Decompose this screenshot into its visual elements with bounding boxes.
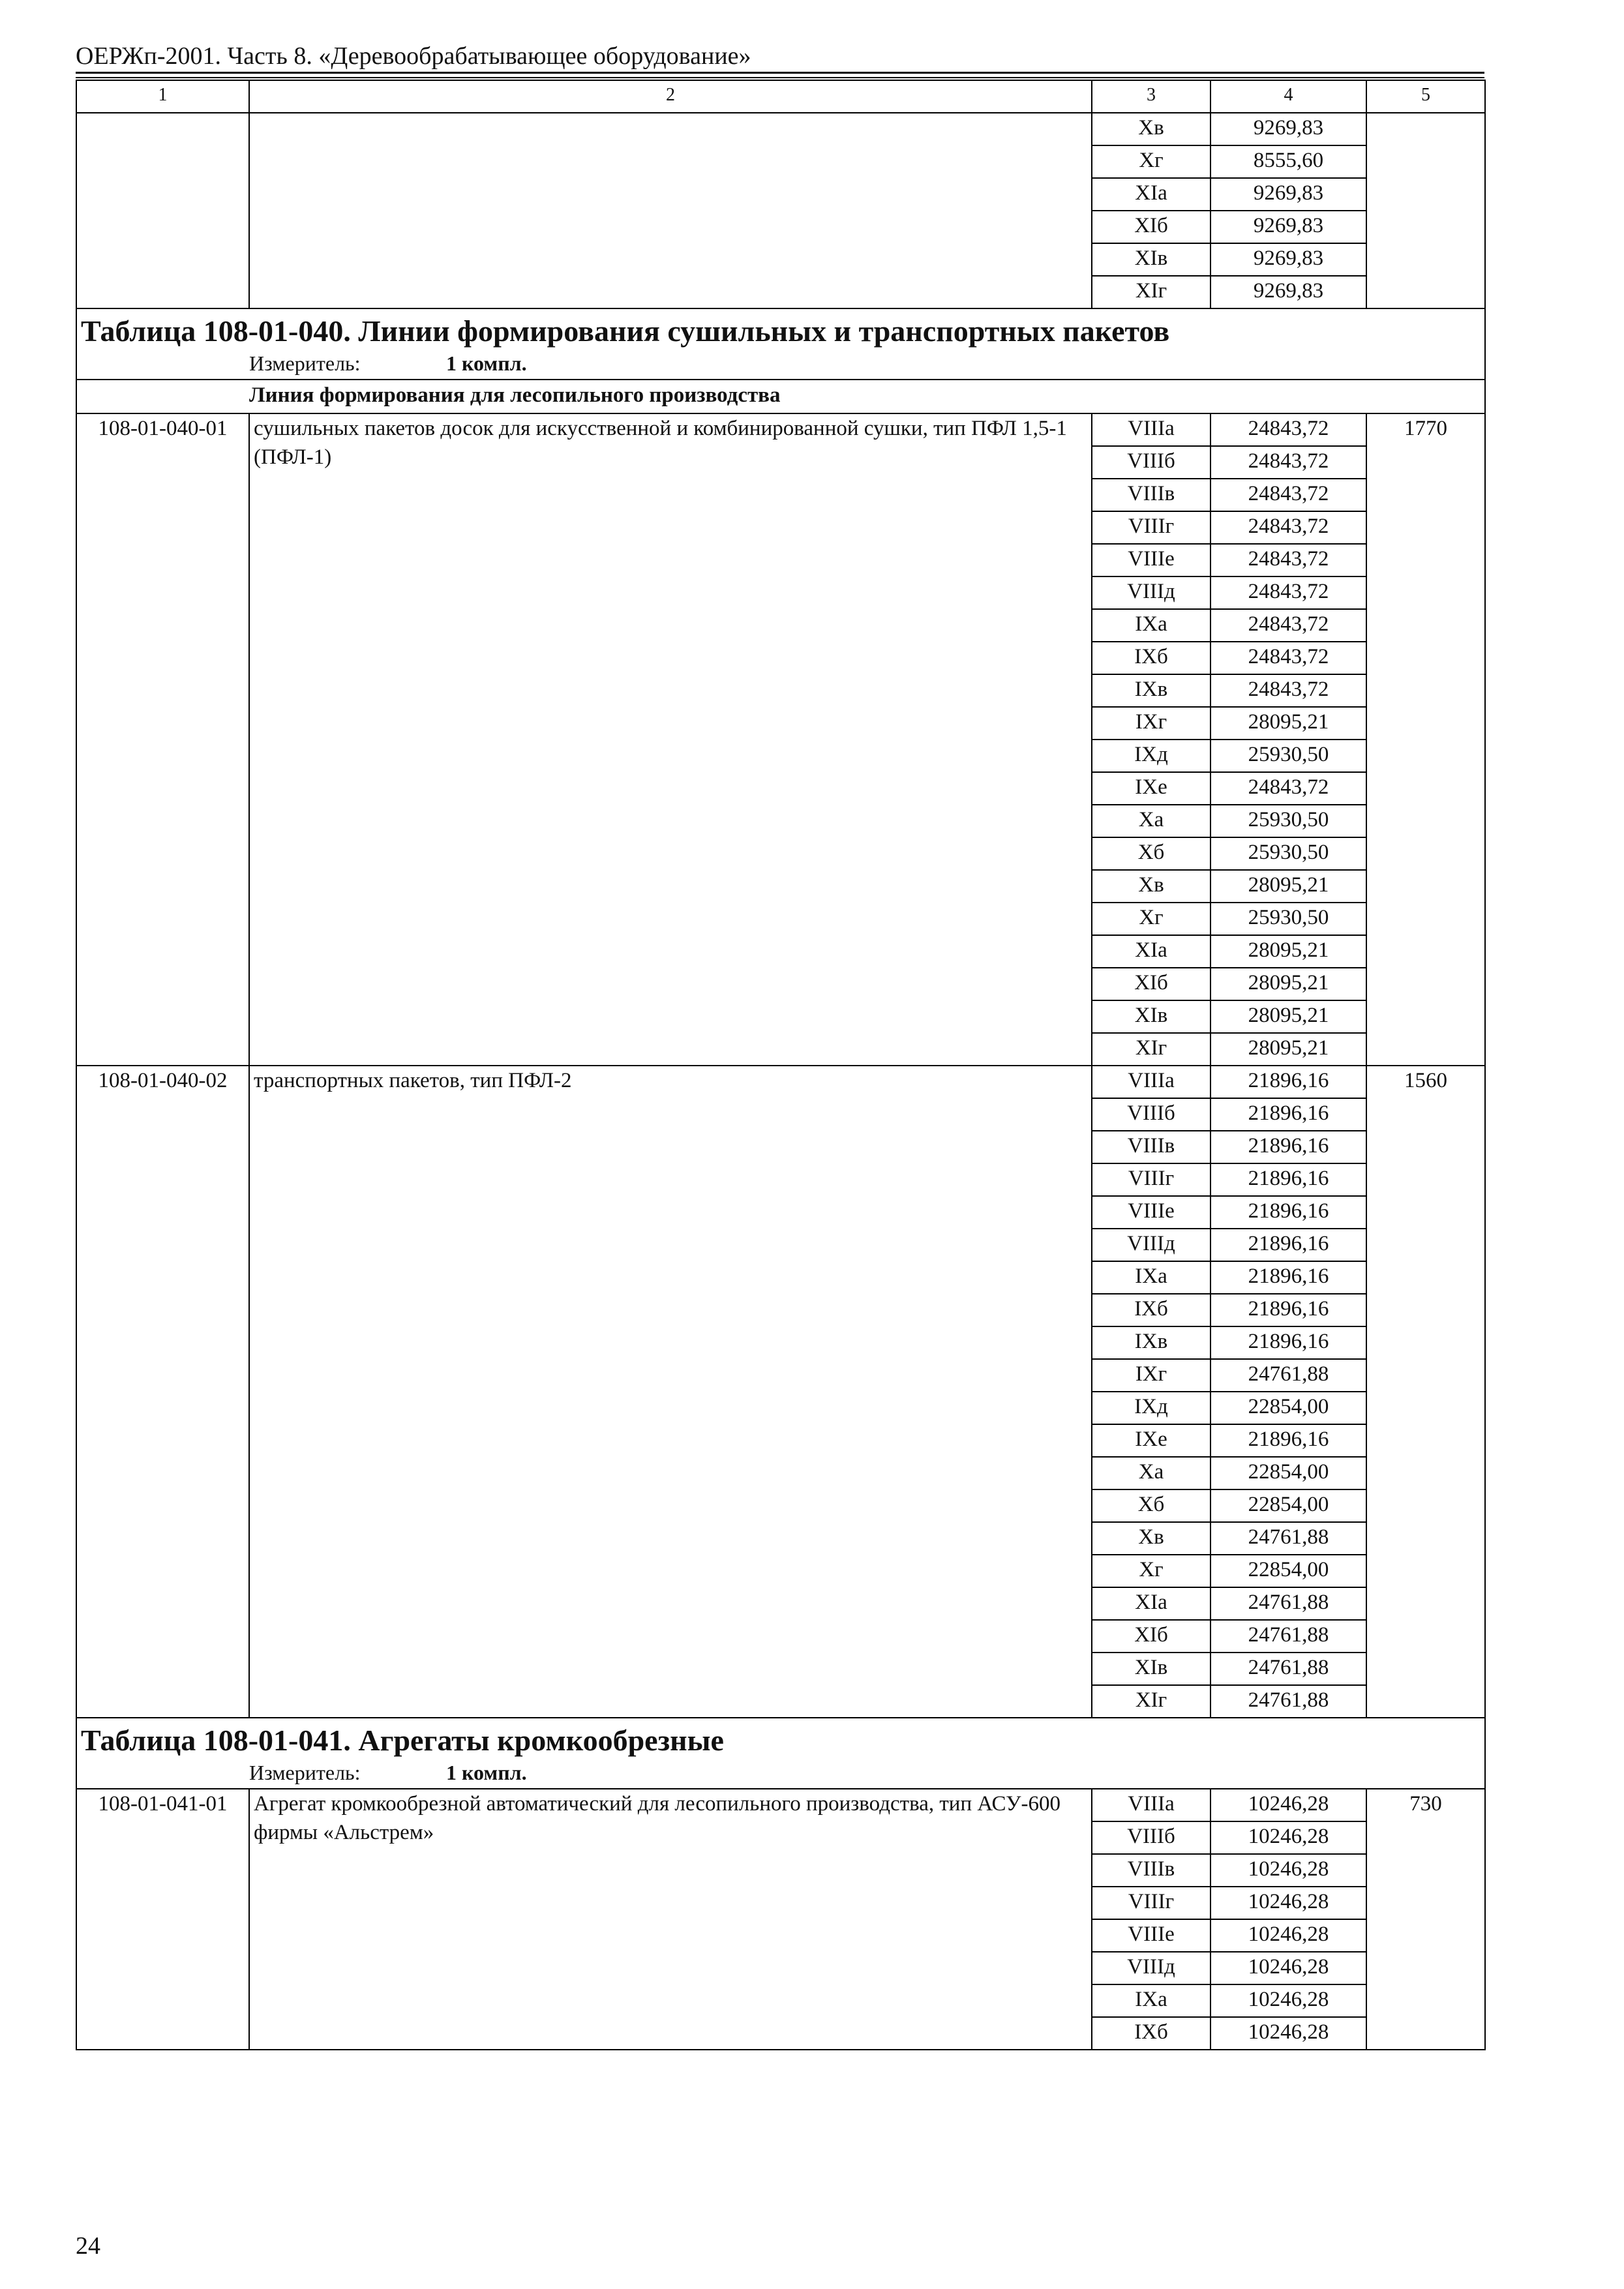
zone-code: VIIIг: [1092, 511, 1210, 544]
zone-code: Хв: [1092, 1522, 1210, 1555]
zone-code: IХг: [1092, 707, 1210, 740]
item-mass: 730: [1366, 1789, 1485, 2050]
price-value: 28095,21: [1210, 968, 1366, 1000]
price-value: 10246,28: [1210, 1854, 1366, 1887]
zone-code: ХIб: [1092, 211, 1210, 243]
zone-code: IХа: [1092, 1261, 1210, 1294]
zone-code: ХIг: [1092, 276, 1210, 308]
price-value: 9269,83: [1210, 243, 1366, 276]
zone-code: VIIIб: [1092, 1821, 1210, 1854]
price-value: 24843,72: [1210, 772, 1366, 805]
item-name: Агрегат кромкообрезной автоматический для лесопильного производства, тип АСУ-600 фирмы «Альстрем»: [249, 1789, 1092, 2050]
zone-code: Хв: [1092, 113, 1210, 145]
column-number: 2: [249, 80, 1092, 113]
zone-code: Ха: [1092, 1457, 1210, 1489]
measure-label: Измеритель:: [249, 352, 361, 375]
table-row: [76, 1066, 1485, 1098]
price-value: 21896,16: [1210, 1261, 1366, 1294]
table-title-row: [76, 1718, 1485, 1759]
price-value: 9269,83: [1210, 211, 1366, 243]
column-number: 1: [76, 80, 249, 113]
zone-code: ХIв: [1092, 1653, 1210, 1685]
zone-code: ХIв: [1092, 243, 1210, 276]
price-value: 24843,72: [1210, 544, 1366, 576]
price-value: 10246,28: [1210, 1821, 1366, 1854]
measure-cell: [76, 350, 1485, 380]
column-number: 3: [1092, 80, 1210, 113]
zone-code: VIIIе: [1092, 1919, 1210, 1952]
measure-label: Измеритель:: [249, 1761, 361, 1784]
item-code: 108-01-040-01: [76, 413, 249, 1066]
zone-code: Хв: [1092, 870, 1210, 903]
price-value: 24843,72: [1210, 609, 1366, 642]
zone-code: VIIIа: [1092, 413, 1210, 446]
running-header: ОЕРЖп-2001. Часть 8. «Деревообрабатывающее оборудование»: [76, 42, 751, 70]
price-value: 28095,21: [1210, 1033, 1366, 1066]
price-value: 21896,16: [1210, 1196, 1366, 1229]
price-value: 28095,21: [1210, 870, 1366, 903]
item-name: [249, 113, 1092, 308]
price-value: 21896,16: [1210, 1098, 1366, 1131]
price-value: 24761,88: [1210, 1522, 1366, 1555]
zone-code: ХIа: [1092, 935, 1210, 968]
zone-code: IХа: [1092, 1984, 1210, 2017]
zone-code: VIIIг: [1092, 1163, 1210, 1196]
price-value: 21896,16: [1210, 1229, 1366, 1261]
price-value: 21896,16: [1210, 1131, 1366, 1163]
zone-code: VIIIа: [1092, 1066, 1210, 1098]
price-value: 21896,16: [1210, 1424, 1366, 1457]
zone-code: VIIIе: [1092, 1196, 1210, 1229]
price-value: 22854,00: [1210, 1555, 1366, 1587]
zone-code: IХг: [1092, 1359, 1210, 1392]
zone-code: ХIб: [1092, 1620, 1210, 1653]
zone-code: VIIIе: [1092, 544, 1210, 576]
price-value: 21896,16: [1210, 1326, 1366, 1359]
subheading: Линия формирования для лесопильного производства: [76, 380, 1485, 413]
price-value: 24761,88: [1210, 1359, 1366, 1392]
price-value: 28095,21: [1210, 935, 1366, 968]
item-code: 108-01-040-02: [76, 1066, 249, 1718]
item-name: транспортных пакетов, тип ПФЛ-2: [249, 1066, 1092, 1718]
zone-code: VIIIв: [1092, 1854, 1210, 1887]
price-value: 9269,83: [1210, 178, 1366, 211]
table-title: Таблица 108-01-040. Линии формирования сушильных и транспортных пакетов: [76, 308, 1485, 350]
price-value: 28095,21: [1210, 1000, 1366, 1033]
zone-code: Хг: [1092, 1555, 1210, 1587]
measure-value: 1 компл.: [446, 352, 527, 375]
column-number: 4: [1210, 80, 1366, 113]
price-value: 9269,83: [1210, 276, 1366, 308]
zone-code: IХб: [1092, 2017, 1210, 2050]
price-value: 24843,72: [1210, 576, 1366, 609]
price-value: 28095,21: [1210, 707, 1366, 740]
zone-code: ХIг: [1092, 1033, 1210, 1066]
zone-code: ХIб: [1092, 968, 1210, 1000]
table-title: Таблица 108-01-041. Агрегаты кромкообрезные: [76, 1718, 1485, 1759]
measure-row: [76, 350, 1485, 380]
item-mass: 1770: [1366, 413, 1485, 1066]
price-value: 21896,16: [1210, 1163, 1366, 1196]
price-value: 9269,83: [1210, 113, 1366, 145]
price-value: 10246,28: [1210, 1789, 1366, 1821]
price-value: 25930,50: [1210, 837, 1366, 870]
zone-code: VIIIд: [1092, 1952, 1210, 1984]
table-row: [76, 1789, 1485, 1821]
price-table: [76, 80, 1486, 2050]
item-name: сушильных пакетов досок для искусственной и комбинированной сушки, тип ПФЛ 1,5-1 (ПФЛ-1): [249, 413, 1092, 1066]
price-value: 24761,88: [1210, 1685, 1366, 1718]
zone-code: IХд: [1092, 740, 1210, 772]
zone-code: IХе: [1092, 772, 1210, 805]
price-value: 10246,28: [1210, 1887, 1366, 1919]
zone-code: VIIIв: [1092, 1131, 1210, 1163]
zone-code: ХIг: [1092, 1685, 1210, 1718]
measure-cell: [76, 1759, 1485, 1789]
price-value: 24843,72: [1210, 674, 1366, 707]
item-mass: 1560: [1366, 1066, 1485, 1718]
price-value: 24761,88: [1210, 1587, 1366, 1620]
zone-code: IХв: [1092, 1326, 1210, 1359]
price-value: 24761,88: [1210, 1620, 1366, 1653]
price-value: 22854,00: [1210, 1489, 1366, 1522]
zone-code: Хг: [1092, 145, 1210, 178]
zone-code: Ха: [1092, 805, 1210, 837]
zone-code: VIIIг: [1092, 1887, 1210, 1919]
column-number-row: [76, 80, 1485, 113]
zone-code: VIIIв: [1092, 479, 1210, 511]
item-code: 108-01-041-01: [76, 1789, 249, 2050]
price-value: 25930,50: [1210, 903, 1366, 935]
zone-code: Хб: [1092, 837, 1210, 870]
zone-code: IХв: [1092, 674, 1210, 707]
price-value: 22854,00: [1210, 1457, 1366, 1489]
price-value: 10246,28: [1210, 1919, 1366, 1952]
column-number: 5: [1366, 80, 1485, 113]
price-value: 21896,16: [1210, 1294, 1366, 1326]
zone-code: IХб: [1092, 1294, 1210, 1326]
price-value: 24843,72: [1210, 413, 1366, 446]
zone-code: ХIв: [1092, 1000, 1210, 1033]
zone-code: IХа: [1092, 609, 1210, 642]
item-code: [76, 113, 249, 308]
subheading-row: [76, 380, 1485, 413]
price-value: 22854,00: [1210, 1392, 1366, 1424]
header-rule: [76, 72, 1484, 74]
zone-code: IХб: [1092, 642, 1210, 674]
zone-code: VIIIд: [1092, 1229, 1210, 1261]
price-value: 24843,72: [1210, 479, 1366, 511]
zone-code: ХIа: [1092, 178, 1210, 211]
price-value: 24761,88: [1210, 1653, 1366, 1685]
price-value: 21896,16: [1210, 1066, 1366, 1098]
price-value: 10246,28: [1210, 1984, 1366, 2017]
page-number: 24: [76, 2232, 100, 2260]
price-value: 10246,28: [1210, 2017, 1366, 2050]
price-value: 24843,72: [1210, 511, 1366, 544]
table-row: [76, 413, 1485, 446]
table-row: [76, 113, 1485, 145]
zone-code: ХIа: [1092, 1587, 1210, 1620]
price-value: 25930,50: [1210, 805, 1366, 837]
zone-code: IХд: [1092, 1392, 1210, 1424]
price-value: 8555,60: [1210, 145, 1366, 178]
price-value: 25930,50: [1210, 740, 1366, 772]
item-mass: [1366, 113, 1485, 308]
measure-row: [76, 1759, 1485, 1789]
header-rule: [76, 77, 1484, 78]
zone-code: Хб: [1092, 1489, 1210, 1522]
zone-code: VIIIд: [1092, 576, 1210, 609]
price-value: 10246,28: [1210, 1952, 1366, 1984]
price-value: 24843,72: [1210, 446, 1366, 479]
measure-value: 1 компл.: [446, 1761, 527, 1784]
price-value: 24843,72: [1210, 642, 1366, 674]
table-title-row: [76, 308, 1485, 350]
zone-code: VIIIб: [1092, 446, 1210, 479]
zone-code: VIIIа: [1092, 1789, 1210, 1821]
zone-code: Хг: [1092, 903, 1210, 935]
zone-code: VIIIб: [1092, 1098, 1210, 1131]
zone-code: IХе: [1092, 1424, 1210, 1457]
